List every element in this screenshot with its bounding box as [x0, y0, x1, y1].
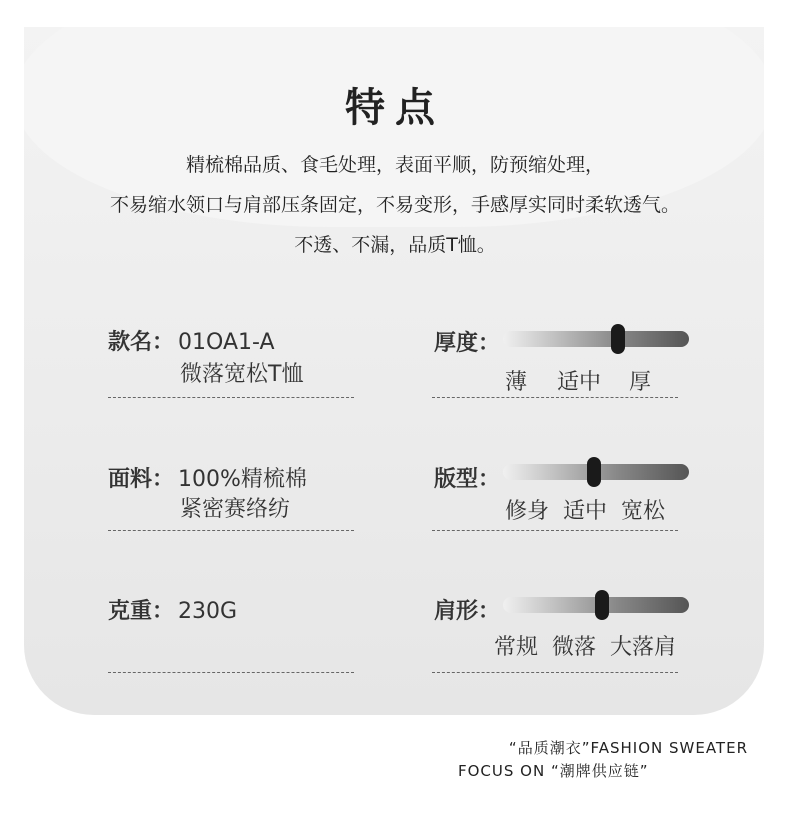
- divider-weight: [108, 672, 354, 673]
- gauge-fit-option-1: 修身: [505, 499, 550, 524]
- description-line-2: 不易缩水领口与肩部压条固定，不易变形，手感厚实同时柔软透气。: [109, 194, 680, 216]
- gauge-thickness-label: 厚度：: [434, 331, 501, 356]
- gauge-shoulder-option-1: 常规: [494, 635, 539, 660]
- spec-model-subvalue: 微落宽松T恤: [180, 362, 304, 387]
- gauge-fit-knob: [587, 457, 601, 487]
- divider-thickness: [432, 397, 678, 398]
- gauge-thickness-knob: [611, 324, 625, 354]
- spec-weight-label: 克重：: [108, 599, 175, 624]
- spec-model-value: 01OA1-A: [178, 330, 275, 355]
- spec-fabric-value: 100%精梳棉: [178, 467, 307, 492]
- gauge-shoulder-option-2: 微落: [552, 635, 597, 660]
- divider-fabric: [108, 530, 354, 531]
- spec-weight-value: 230G: [178, 599, 238, 624]
- gauge-fit-track: [503, 464, 689, 480]
- gauge-shoulder-knob: [595, 590, 609, 620]
- gauge-shoulder-scale: [494, 630, 676, 661]
- footer-line-2: FOCUS ON “潮牌供应链”: [458, 762, 649, 780]
- divider-model: [108, 397, 354, 398]
- gauge-fit-scale: [505, 494, 665, 525]
- spec-fabric-label: 面料：: [108, 467, 175, 492]
- gauge-thickness-track: [503, 331, 689, 347]
- spec-weight: [108, 594, 237, 625]
- gauge-thickness-option-3: 厚: [629, 370, 652, 395]
- gauge-thickness-scale: [505, 365, 651, 396]
- gauge-shoulder-option-3: 大落肩: [610, 635, 677, 660]
- gauge-thickness-option-1: 薄: [505, 370, 528, 395]
- gauge-fit-label: 版型：: [434, 467, 501, 492]
- spec-model-label: 款名：: [108, 330, 175, 355]
- spec-model: [108, 325, 304, 387]
- gauge-fit-option-2: 适中: [563, 499, 608, 524]
- gauge-thickness-option-2: 适中: [557, 370, 602, 395]
- description-line-3: 不透、不漏，品质T恤。: [294, 234, 496, 256]
- divider-fit: [432, 530, 678, 531]
- spec-fabric-subvalue: 紧密赛络纺: [180, 497, 291, 522]
- footer-line-1: “品质潮衣”FASHION SWEATER: [508, 739, 748, 757]
- section-title: 特点: [345, 85, 445, 131]
- top-white-strip: [0, 0, 790, 27]
- divider-shoulder: [432, 672, 678, 673]
- gauge-fit-option-3: 宽松: [621, 499, 666, 524]
- spec-fabric: [108, 462, 307, 522]
- description-line-1: 精梳棉品质、食毛处理，表面平顺，防预缩处理，: [185, 154, 604, 176]
- gauge-shoulder-label: 肩形：: [434, 599, 501, 624]
- gauge-shoulder-track: [503, 597, 689, 613]
